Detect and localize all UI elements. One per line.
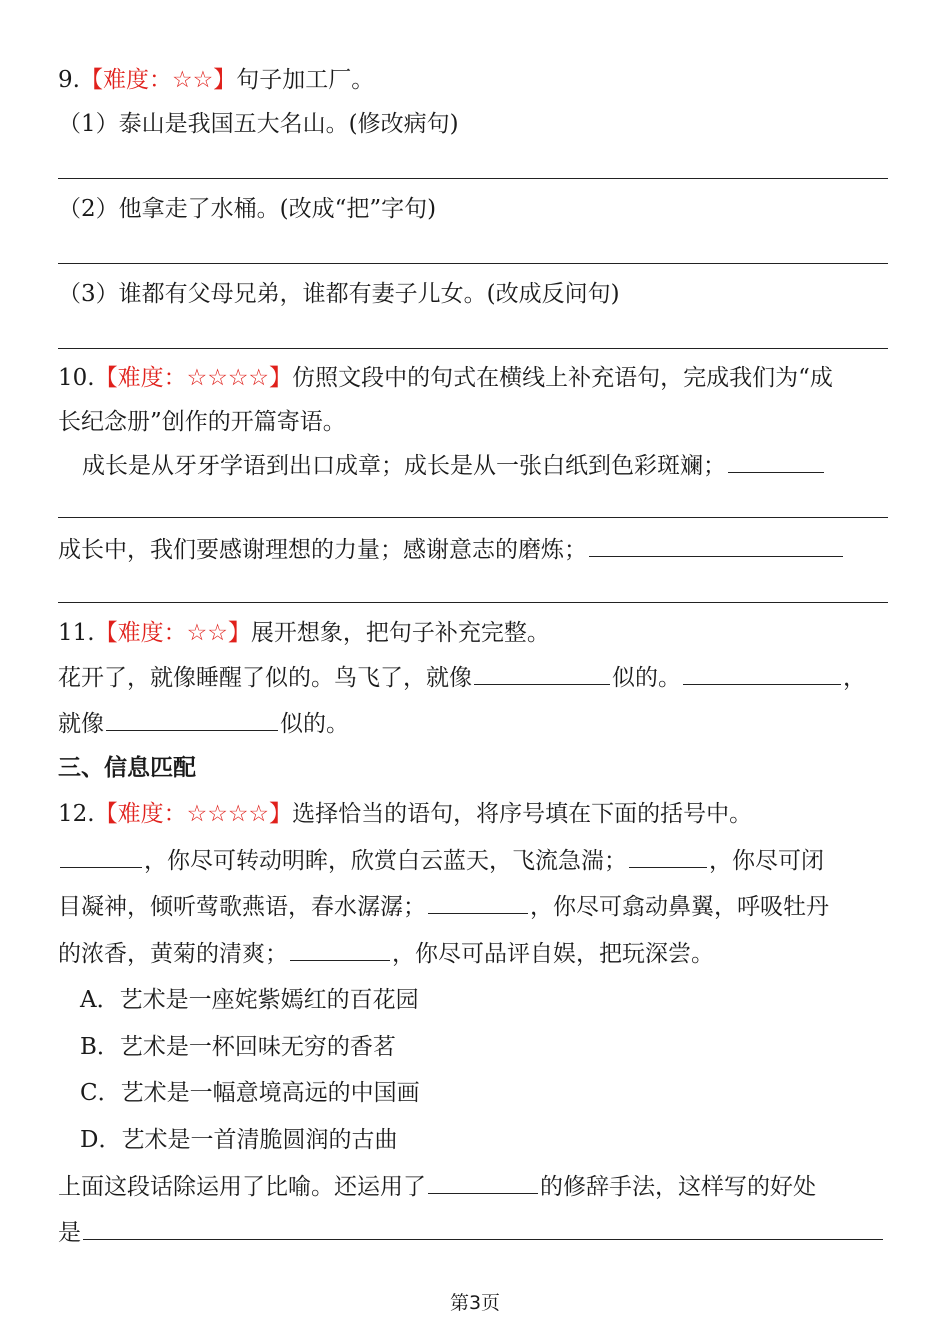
q10-difficulty: 【难度：☆☆☆☆】 [94, 365, 293, 391]
q10-title: 仿照文段中的句式在横线上补充语句，完成我们为“成 [292, 365, 833, 391]
q11-l1-text-c: ， [843, 665, 866, 691]
fill-blank[interactable] [589, 534, 843, 557]
q12-title: 选择恰当的语句，将序号填在下面的括号中。 [292, 801, 753, 827]
fill-blank[interactable] [683, 662, 841, 685]
fill-blank[interactable] [474, 662, 610, 685]
option-d: D．艺术是一首清脆圆润的古曲 [80, 1127, 398, 1153]
fill-blank[interactable] [428, 1171, 538, 1194]
q9-sub3: （3）谁都有父母兄弟，谁都有妻子儿女。(改成反问句) [58, 281, 620, 307]
q10-title-cont: 长纪念册”创作的开篇寄语。 [58, 409, 346, 435]
q11-title: 展开想象，把句子补充完整。 [250, 620, 550, 646]
q9-title: 句子加工厂。 [236, 67, 375, 93]
q11-l1-text-b: 似的。 [612, 665, 681, 691]
q10-p1-text: 成长是从牙牙学语到出口成章；成长是从一张白纸到色彩斑斓； [82, 453, 726, 479]
answer-line[interactable] [58, 263, 888, 264]
fill-blank[interactable] [106, 708, 278, 731]
q12-l3-text-a: 的浓香，黄菊的清爽； [58, 941, 288, 967]
section-heading: 三、信息匹配 [58, 755, 196, 781]
q9-sub1: （1）泰山是我国五大名山。(修改病句) [58, 111, 459, 137]
fill-blank[interactable] [83, 1217, 883, 1240]
q11-l2-text-a: 就像 [58, 711, 104, 737]
q11-line2 [58, 708, 892, 740]
q12-l2-text-a: 目凝神，倾听莺歌燕语，春水潺潺； [58, 894, 426, 920]
q12-l1-text-b: ，你尽可闭 [709, 848, 824, 874]
q10-header [58, 362, 892, 394]
q12-question-line2 [58, 1217, 892, 1249]
q12-line2 [58, 891, 892, 923]
q12-line1 [58, 845, 892, 877]
q10-number: 10. [58, 365, 95, 391]
q12-line3 [58, 938, 892, 970]
q9-header [58, 64, 892, 96]
q12-header [58, 798, 892, 830]
q11-difficulty: 【难度：☆☆】 [94, 620, 251, 646]
q9-sub2: （2）他拿走了水桶。(改成“把”字句) [58, 196, 437, 222]
fill-blank[interactable] [290, 938, 390, 961]
page-number: 第3页 [449, 1292, 501, 1314]
fill-blank[interactable] [728, 450, 824, 473]
answer-line[interactable] [58, 602, 888, 603]
fill-blank[interactable] [60, 845, 142, 868]
q12-difficulty: 【难度：☆☆☆☆】 [94, 801, 293, 827]
q11-line1 [58, 662, 892, 694]
q9-number: 9. [58, 67, 80, 93]
option-a: A．艺术是一座姹紫嫣红的百花园 [80, 987, 419, 1013]
option-c: C．艺术是一幅意境高远的中国画 [80, 1080, 420, 1106]
q9-difficulty: 【难度：☆☆】 [79, 67, 237, 93]
q11-header [58, 617, 892, 649]
q12-q-text-a: 上面这段话除运用了比喻。还运用了 [58, 1174, 426, 1200]
q12-q-text-b: 的修辞手法，这样写的好处 [540, 1174, 816, 1200]
fill-blank[interactable] [428, 891, 528, 914]
q12-q-text-c: 是 [58, 1220, 81, 1246]
fill-blank[interactable] [629, 845, 707, 868]
q12-l1-text-a: ，你尽可转动明眸，欣赏白云蓝天，飞流急湍； [144, 848, 627, 874]
option-b: B．艺术是一杯回味无穷的香茗 [80, 1034, 396, 1060]
q12-number: 12. [58, 801, 95, 827]
q12-l2-text-b: ，你尽可翕动鼻翼，呼吸牡丹 [530, 894, 829, 920]
answer-line[interactable] [58, 517, 888, 518]
q11-l2-text-b: 似的。 [280, 711, 349, 737]
q10-paragraph2 [58, 534, 892, 566]
q10-p2-text: 成长中，我们要感谢理想的力量；感谢意志的磨炼； [58, 537, 587, 563]
q11-l1-text-a: 花开了，就像睡醒了似的。鸟飞了，就像 [58, 665, 472, 691]
answer-line[interactable] [58, 178, 888, 179]
answer-line[interactable] [58, 348, 888, 349]
q12-question-line1 [58, 1171, 892, 1203]
q10-paragraph1 [82, 450, 892, 482]
q11-number: 11. [58, 620, 95, 646]
q12-l3-text-b: ，你尽可品评自娱，把玩深尝。 [392, 941, 714, 967]
